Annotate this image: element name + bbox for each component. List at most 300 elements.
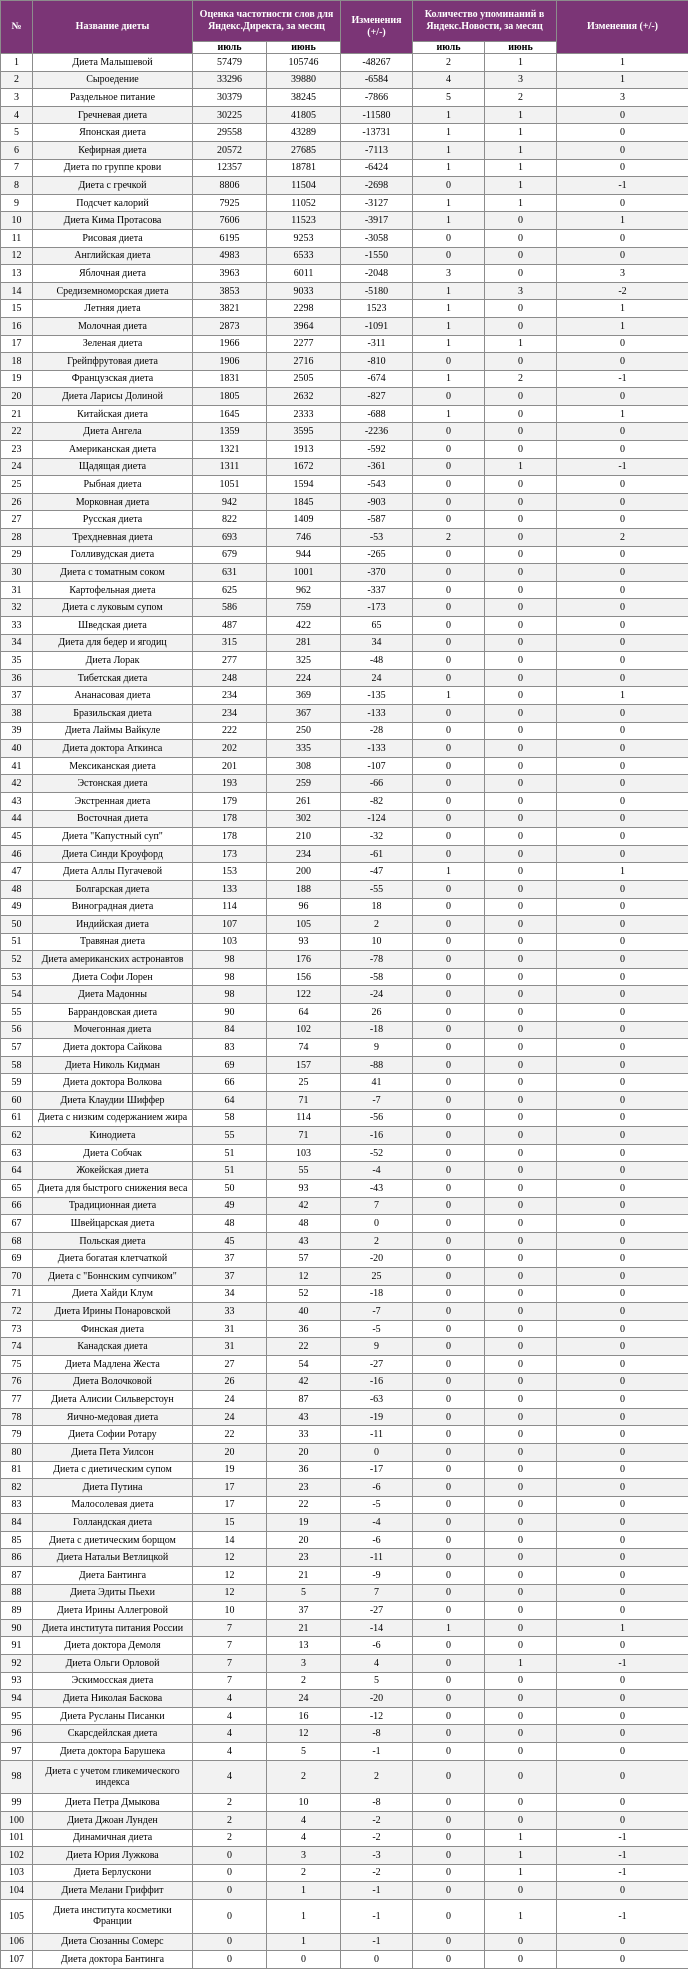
news-july: 0 [413,1811,485,1829]
direct-june: 12 [267,1725,341,1743]
direct-july: 202 [193,740,267,758]
direct-july: 49 [193,1197,267,1215]
diet-name: Мочегонная диета [33,1021,193,1039]
direct-june: 24 [267,1690,341,1708]
direct-change: -361 [341,458,413,476]
table-row [1,1829,688,1847]
news-change: 0 [557,986,688,1004]
news-june: 0 [485,212,557,230]
row-num: 15 [1,300,33,318]
news-june: 1 [485,1864,557,1882]
table-row [1,581,688,599]
news-july: 0 [413,1338,485,1356]
news-change: 0 [557,229,688,247]
news-june: 0 [485,916,557,934]
news-june: 0 [485,388,557,406]
news-june: 0 [485,1215,557,1233]
direct-change: -82 [341,792,413,810]
news-june: 0 [485,353,557,371]
news-june: 2 [485,89,557,107]
row-num: 90 [1,1619,33,1637]
table-row [1,1215,688,1233]
header-num: № [1,1,33,54]
direct-july: 0 [193,1864,267,1882]
news-change: 0 [557,1180,688,1198]
direct-june: 369 [267,687,341,705]
diet-name: Морковная диета [33,493,193,511]
news-change: 0 [557,159,688,177]
direct-change: -66 [341,775,413,793]
diet-name: Экстренная диета [33,792,193,810]
row-num: 8 [1,177,33,195]
row-num: 16 [1,317,33,335]
diet-name: Японская диета [33,124,193,142]
diet-name: Диета института питания России [33,1619,193,1637]
direct-june: 2505 [267,370,341,388]
news-july: 1 [413,212,485,230]
direct-july: 31 [193,1320,267,1338]
news-change: 1 [557,71,688,89]
table-row [1,1951,688,1969]
diet-name: Диета доктора Сайкова [33,1039,193,1057]
news-change: 0 [557,828,688,846]
diet-name: Диета американских астронавтов [33,951,193,969]
table-row [1,564,688,582]
direct-june: 188 [267,880,341,898]
direct-june: 1 [267,1933,341,1951]
table-row [1,1285,688,1303]
table-row [1,1109,688,1127]
row-num: 35 [1,652,33,670]
direct-change: -12 [341,1707,413,1725]
diet-name: Диета Николая Баскова [33,1690,193,1708]
news-change: 1 [557,405,688,423]
direct-july: 2 [193,1829,267,1847]
direct-june: 71 [267,1092,341,1110]
row-num: 88 [1,1584,33,1602]
news-june: 0 [485,687,557,705]
direct-change: -1091 [341,317,413,335]
news-june: 0 [485,1056,557,1074]
table-row [1,1180,688,1198]
direct-july: 14 [193,1531,267,1549]
diet-name: Диета Софии Ротару [33,1426,193,1444]
news-july: 0 [413,441,485,459]
direct-july: 586 [193,599,267,617]
news-june: 0 [485,1144,557,1162]
news-july: 0 [413,1655,485,1673]
news-june: 0 [485,1232,557,1250]
direct-july: 942 [193,493,267,511]
direct-july: 631 [193,564,267,582]
direct-july: 153 [193,863,267,881]
diet-name: Болгарская диета [33,880,193,898]
news-change: 0 [557,124,688,142]
news-july: 0 [413,1847,485,1865]
direct-july: 84 [193,1021,267,1039]
direct-change: 2 [341,1760,413,1794]
news-july: 0 [413,845,485,863]
table-row [1,1426,688,1444]
news-july: 0 [413,1180,485,1198]
news-july: 0 [413,1232,485,1250]
table-row [1,1039,688,1057]
subheader-direct-july: июль [193,42,267,54]
direct-july: 37 [193,1267,267,1285]
table-row [1,916,688,934]
news-change: 0 [557,1531,688,1549]
news-june: 2 [485,370,557,388]
news-june: 0 [485,1074,557,1092]
table-row [1,1021,688,1039]
row-num: 2 [1,71,33,89]
direct-july: 8806 [193,177,267,195]
table-row [1,1303,688,1321]
direct-july: 1645 [193,405,267,423]
direct-july: 17 [193,1479,267,1497]
news-change: -1 [557,458,688,476]
news-change: 0 [557,792,688,810]
direct-june: 42 [267,1373,341,1391]
news-july: 1 [413,317,485,335]
diet-name: Диета Клаудии Шиффер [33,1092,193,1110]
news-july: 0 [413,1250,485,1268]
direct-july: 4 [193,1690,267,1708]
news-june: 0 [485,1690,557,1708]
news-july: 0 [413,1794,485,1812]
diet-name: Диета Алисии Сильверстоун [33,1391,193,1409]
row-num: 48 [1,880,33,898]
news-change: 0 [557,757,688,775]
news-june: 0 [485,1549,557,1567]
direct-change: -6424 [341,159,413,177]
table-row [1,1743,688,1761]
news-july: 0 [413,247,485,265]
direct-june: 259 [267,775,341,793]
direct-change: -18 [341,1285,413,1303]
direct-june: 210 [267,828,341,846]
direct-july: 15 [193,1514,267,1532]
row-num: 96 [1,1725,33,1743]
news-july: 0 [413,1829,485,1847]
news-june: 1 [485,124,557,142]
direct-june: 11052 [267,194,341,212]
row-num: 58 [1,1056,33,1074]
direct-june: 944 [267,546,341,564]
direct-july: 55 [193,1127,267,1145]
direct-change: -827 [341,388,413,406]
news-july: 0 [413,1303,485,1321]
news-change: 0 [557,423,688,441]
direct-change: -52 [341,1144,413,1162]
row-num: 42 [1,775,33,793]
news-july: 1 [413,300,485,318]
diet-name: Диета с "Боннским супчиком" [33,1267,193,1285]
news-july: 1 [413,370,485,388]
subheader-direct-june: июнь [267,42,341,54]
direct-june: 250 [267,722,341,740]
row-num: 19 [1,370,33,388]
news-july: 0 [413,1899,485,1933]
news-june: 0 [485,1109,557,1127]
table-row [1,1162,688,1180]
table-row [1,792,688,810]
row-num: 101 [1,1829,33,1847]
direct-june: 25 [267,1074,341,1092]
news-change: 0 [557,1479,688,1497]
direct-july: 57479 [193,54,267,72]
row-num: 84 [1,1514,33,1532]
news-change: 0 [557,1496,688,1514]
direct-june: 96 [267,898,341,916]
row-num: 57 [1,1039,33,1057]
news-july: 0 [413,423,485,441]
direct-change: -5180 [341,282,413,300]
table-row [1,845,688,863]
direct-change: -1 [341,1743,413,1761]
news-july: 0 [413,1933,485,1951]
news-june: 0 [485,1811,557,1829]
direct-july: 0 [193,1951,267,1969]
direct-july: 12 [193,1584,267,1602]
news-june: 0 [485,845,557,863]
table-row [1,1602,688,1620]
table-row [1,1531,688,1549]
direct-july: 3821 [193,300,267,318]
direct-change: -8 [341,1794,413,1812]
diet-name: Молочная диета [33,317,193,335]
direct-july: 51 [193,1162,267,1180]
news-july: 0 [413,1531,485,1549]
news-change: 0 [557,617,688,635]
diet-name: Диета Берлускони [33,1864,193,1882]
news-change: 0 [557,1355,688,1373]
row-num: 6 [1,141,33,159]
news-july: 0 [413,1514,485,1532]
diet-name: Гречневая диета [33,106,193,124]
row-num: 69 [1,1250,33,1268]
news-july: 0 [413,1951,485,1969]
direct-june: 3 [267,1847,341,1865]
news-july: 0 [413,1743,485,1761]
news-june: 0 [485,1602,557,1620]
direct-june: 21 [267,1619,341,1637]
news-change: 1 [557,317,688,335]
direct-june: 1594 [267,476,341,494]
news-july: 0 [413,634,485,652]
table-row [1,1882,688,1900]
diet-name: Кинодиета [33,1127,193,1145]
diet-name: Грейпфрутовая диета [33,353,193,371]
table-row [1,493,688,511]
row-num: 86 [1,1549,33,1567]
direct-june: 1409 [267,511,341,529]
direct-june: 157 [267,1056,341,1074]
news-july: 0 [413,704,485,722]
row-num: 77 [1,1391,33,1409]
direct-june: 1 [267,1882,341,1900]
direct-july: 173 [193,845,267,863]
news-change: 0 [557,1933,688,1951]
direct-june: 27685 [267,141,341,159]
news-change: 0 [557,1144,688,1162]
diet-name: Диета Собчак [33,1144,193,1162]
news-change: 0 [557,1215,688,1233]
row-num: 89 [1,1602,33,1620]
table-row [1,810,688,828]
direct-change: 2 [341,916,413,934]
direct-june: 6011 [267,265,341,283]
news-june: 0 [485,1725,557,1743]
direct-change: -7866 [341,89,413,107]
news-change: 0 [557,1725,688,1743]
news-change: 0 [557,141,688,159]
row-num: 55 [1,1004,33,1022]
news-june: 0 [485,810,557,828]
table-row [1,1549,688,1567]
table-row [1,722,688,740]
news-june: 0 [485,1531,557,1549]
news-june: 0 [485,423,557,441]
direct-change: -543 [341,476,413,494]
direct-june: 23 [267,1479,341,1497]
news-july: 0 [413,1760,485,1794]
direct-june: 102 [267,1021,341,1039]
news-june: 1 [485,177,557,195]
news-change: -1 [557,1899,688,1933]
direct-july: 51 [193,1144,267,1162]
news-june: 0 [485,1373,557,1391]
news-change: 0 [557,106,688,124]
direct-june: 20 [267,1443,341,1461]
row-num: 52 [1,951,33,969]
direct-june: 122 [267,986,341,1004]
direct-june: 37 [267,1602,341,1620]
row-num: 93 [1,1672,33,1690]
news-change: 0 [557,1408,688,1426]
direct-change: -133 [341,704,413,722]
direct-change: 26 [341,1004,413,1022]
news-july: 0 [413,1039,485,1057]
table-row [1,1373,688,1391]
direct-june: 2298 [267,300,341,318]
direct-change: -3917 [341,212,413,230]
direct-july: 90 [193,1004,267,1022]
news-july: 1 [413,159,485,177]
direct-june: 9253 [267,229,341,247]
direct-july: 58 [193,1109,267,1127]
table-row [1,1655,688,1673]
direct-june: 2277 [267,335,341,353]
direct-july: 1805 [193,388,267,406]
diet-name: Русская диета [33,511,193,529]
row-num: 1 [1,54,33,72]
table-row [1,863,688,881]
news-change: 0 [557,493,688,511]
direct-june: 3964 [267,317,341,335]
news-june: 0 [485,1951,557,1969]
diet-name: Диета с диетическим супом [33,1461,193,1479]
row-num: 76 [1,1373,33,1391]
row-num: 82 [1,1479,33,1497]
table-row [1,229,688,247]
row-num: 14 [1,282,33,300]
news-change: 1 [557,687,688,705]
direct-july: 7 [193,1672,267,1690]
direct-change: -18 [341,1021,413,1039]
news-june: 0 [485,1443,557,1461]
direct-change: -370 [341,564,413,582]
direct-june: 103 [267,1144,341,1162]
news-june: 1 [485,1899,557,1933]
table-row [1,441,688,459]
row-num: 59 [1,1074,33,1092]
news-july: 4 [413,71,485,89]
direct-july: 822 [193,511,267,529]
direct-change: -1550 [341,247,413,265]
news-change: 0 [557,1162,688,1180]
table-row [1,1267,688,1285]
direct-june: 11523 [267,212,341,230]
table-row [1,1933,688,1951]
direct-july: 7606 [193,212,267,230]
direct-june: 40 [267,1303,341,1321]
row-num: 10 [1,212,33,230]
news-change: 0 [557,441,688,459]
table-row [1,1725,688,1743]
news-change: 0 [557,476,688,494]
diet-name: Диета с учетом гликемического индекса [33,1760,193,1794]
news-june: 0 [485,898,557,916]
row-num: 66 [1,1197,33,1215]
news-change: 0 [557,388,688,406]
table-row [1,54,688,72]
direct-july: 98 [193,951,267,969]
direct-july: 22 [193,1426,267,1444]
direct-june: 261 [267,792,341,810]
news-change: 0 [557,704,688,722]
direct-change: 34 [341,634,413,652]
news-june: 0 [485,564,557,582]
direct-june: 54 [267,1355,341,1373]
news-change: 0 [557,1127,688,1145]
direct-change: -2 [341,1829,413,1847]
news-june: 0 [485,1250,557,1268]
news-change: 0 [557,1320,688,1338]
direct-july: 234 [193,704,267,722]
table-row [1,898,688,916]
subheader-news-july: июль [413,42,485,54]
diet-name: Диета с диетическим борщом [33,1531,193,1549]
row-num: 26 [1,493,33,511]
news-june: 0 [485,933,557,951]
news-july: 0 [413,828,485,846]
diet-name: Французская диета [33,370,193,388]
news-july: 0 [413,1602,485,1620]
news-change: 0 [557,810,688,828]
direct-june: 2632 [267,388,341,406]
direct-june: 1001 [267,564,341,582]
direct-july: 12 [193,1549,267,1567]
diet-name: Диета с гречкой [33,177,193,195]
news-june: 0 [485,1391,557,1409]
news-change: 0 [557,1443,688,1461]
diet-name: Диета по группе крови [33,159,193,177]
direct-june: 20 [267,1531,341,1549]
news-july: 0 [413,951,485,969]
diet-name: Бразильская диета [33,704,193,722]
direct-july: 24 [193,1391,267,1409]
